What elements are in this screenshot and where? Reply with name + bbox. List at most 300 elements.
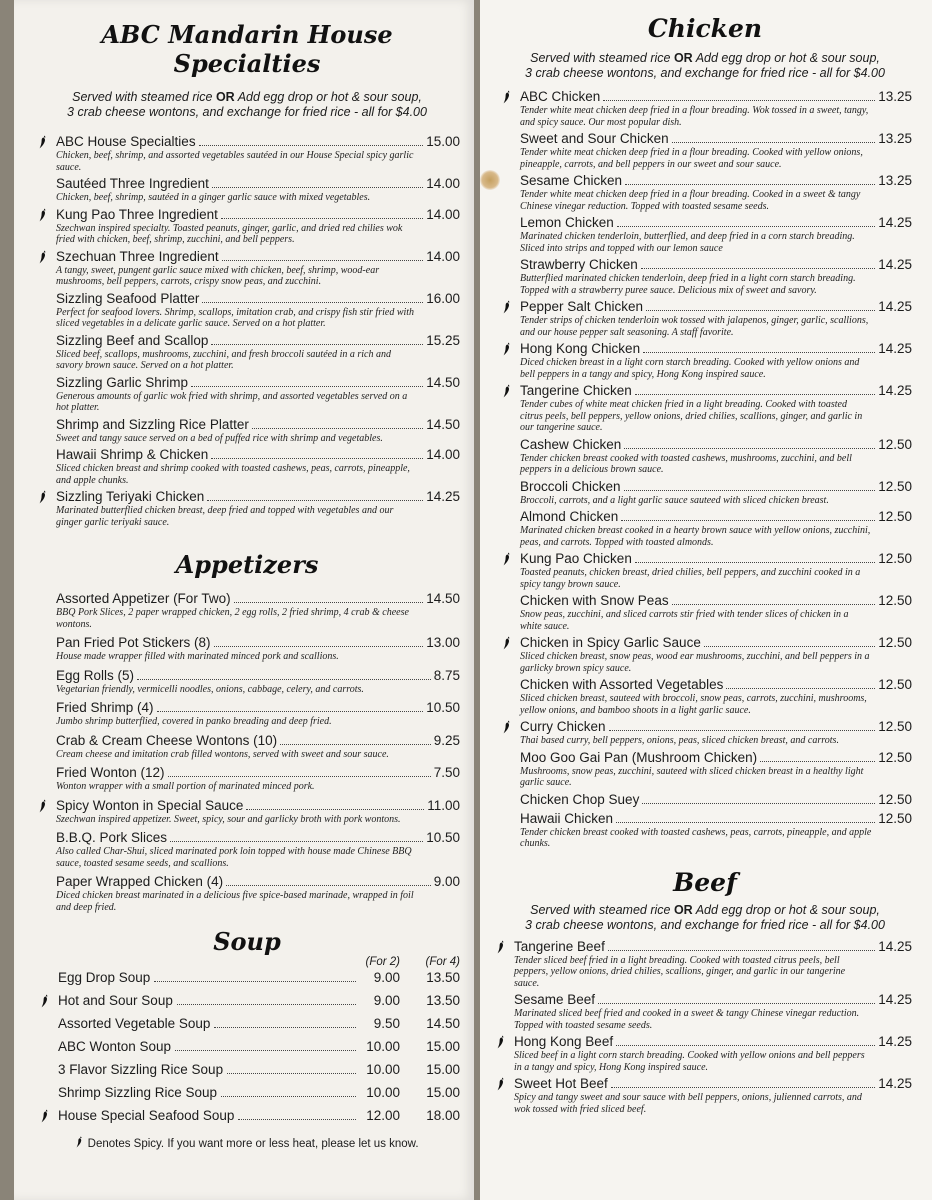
dot-leader	[211, 344, 423, 345]
menu-item	[520, 551, 912, 590]
dot-leader	[280, 744, 431, 745]
menu-item-price: 14.25	[878, 1034, 912, 1049]
menu-item-price: 8.75	[433, 667, 460, 683]
menu-item-name: Pepper Salt Chicken	[520, 299, 644, 314]
menu-item-price: 16.00	[426, 290, 460, 306]
chili-pepper-icon	[38, 135, 48, 149]
right-menu-page	[480, 0, 932, 1200]
menu-item-price: 9.25	[433, 732, 460, 748]
menu-item-name: Sizzling Teriyaki Chicken	[56, 489, 205, 504]
menu-item-description: Wonton wrapper with a small portion of marinated minced pork.	[56, 781, 315, 792]
soup-price-for-2: 10.00	[366, 1062, 400, 1077]
menu-item	[520, 437, 912, 476]
menu-item-name: ABC House Specialties	[56, 134, 196, 149]
menu-item-row	[520, 299, 912, 315]
specialties-title: ABC Mandarin House Specialties	[101, 20, 393, 78]
menu-item-description: Sliced chicken breast, snow peas, wood ear mushrooms, zucchini, and bell peppers in a garlicky brown spicy sauce.	[520, 651, 870, 674]
dot-leader	[221, 218, 423, 219]
chili-pepper-icon	[502, 552, 512, 566]
chicken-title: Chicken	[647, 14, 763, 43]
menu-item-row	[56, 830, 460, 846]
menu-item-name: Hong Kong Beef	[514, 1034, 614, 1049]
menu-item-price: 14.25	[878, 257, 912, 272]
dot-leader	[170, 841, 423, 842]
menu-item-name: Hawaii Shrimp & Chicken	[56, 447, 209, 462]
dot-leader	[617, 226, 875, 227]
menu-item-description: Marinated chicken tenderloin, butterflied, and deep fried in a corn starch breading. Sliced into strips and topped with our lemon sauce	[520, 231, 855, 254]
menu-item-price: 13.00	[426, 635, 460, 650]
menu-item-name: Sweet Hot Beef	[514, 1076, 608, 1091]
menu-item-row	[520, 131, 912, 147]
menu-item-name: B.B.Q. Pork Slices	[56, 830, 168, 845]
appetizers-list	[56, 591, 460, 913]
menu-item-row	[56, 874, 460, 890]
menu-item-row	[56, 249, 460, 265]
menu-item-name: Hong Kong Chicken	[520, 341, 641, 356]
menu-item-price: 12.50	[878, 509, 912, 524]
menu-item-description: Szechwan inspired appetizer. Sweet, spicy, sour and garlicky broth with pork wontons.	[56, 813, 401, 825]
specialties-subtitle: Served with steamed rice OR Add egg drop or hot & sour soup, 3 crab cheese wontons, and exchange for fried rice - all for $4.00	[67, 90, 427, 119]
soup-item	[58, 1062, 460, 1078]
soup-item-name: Assorted Vegetable Soup	[58, 1016, 211, 1031]
menu-item	[514, 939, 912, 990]
menu-item-price: 7.50	[433, 765, 460, 780]
soup-item-name: Shrimp Sizzling Rice Soup	[58, 1085, 218, 1100]
soup-price-for-4: 13.50	[426, 970, 460, 985]
menu-item	[56, 176, 460, 204]
chili-pepper-icon	[75, 1136, 84, 1148]
menu-item-row	[56, 635, 460, 651]
dot-leader	[635, 394, 875, 395]
menu-item	[56, 765, 460, 793]
chili-pepper-icon	[502, 90, 512, 104]
dot-leader	[672, 142, 876, 143]
menu-item-price: 10.50	[426, 700, 460, 715]
menu-item-description: BBQ Pork Slices, 2 paper wrapped chicken, 2 egg rolls, 2 fried shrimp, 4 crab & cheese wontons.	[56, 607, 409, 630]
menu-item-price: 14.25	[878, 992, 912, 1007]
menu-item-name: Sizzling Garlic Shrimp	[56, 374, 189, 390]
menu-item	[56, 375, 460, 414]
dot-leader	[625, 184, 875, 185]
menu-item-name: Paper Wrapped Chicken (4)	[56, 874, 224, 889]
menu-item	[56, 830, 460, 869]
menu-item	[520, 811, 912, 850]
dot-leader	[199, 145, 424, 146]
dot-leader	[611, 1087, 875, 1088]
menu-item-description: Sweet and tangy sauce served on a bed of puffed rice with shrimp and vegetables.	[56, 432, 383, 444]
dot-leader	[609, 730, 876, 731]
menu-item-row	[520, 257, 912, 273]
menu-item-name: Fried Shrimp (4)	[56, 700, 154, 715]
menu-item-name: Sesame Beef	[514, 992, 596, 1007]
menu-item-name: Sautéed Three Ingredient	[56, 176, 209, 191]
menu-item-name: Sizzling Seafood Platter	[56, 290, 200, 306]
soup-item-name: ABC Wonton Soup	[58, 1039, 172, 1054]
soup-price-for-2: 9.00	[373, 970, 400, 985]
menu-item-row	[56, 291, 460, 307]
chili-pepper-icon	[496, 1077, 506, 1091]
menu-item-row	[56, 489, 460, 505]
menu-item	[56, 249, 460, 288]
dot-leader	[598, 1003, 875, 1004]
soup-item	[58, 1016, 460, 1032]
dot-leader	[212, 187, 423, 188]
menu-item-name: Chicken in Spicy Garlic Sauce	[520, 635, 701, 650]
menu-item-price: 12.50	[878, 719, 912, 734]
dot-leader	[214, 1027, 356, 1028]
menu-item-description: Snow peas, zucchini, and sliced carrots stir fried with tender slices of chicken in a white sauce.	[520, 609, 849, 632]
menu-item-name: Szechuan Three Ingredient	[56, 248, 219, 264]
chili-pepper-icon	[38, 250, 48, 264]
menu-item-description: Tender chicken breast cooked with toasted cashews, peas, carrots, pineapple, and apple chunks.	[520, 826, 872, 849]
dot-leader	[202, 302, 423, 303]
menu-item-name: Pan Fried Pot Stickers (8)	[56, 635, 211, 650]
menu-item-name: Strawberry Chicken	[520, 257, 638, 272]
soup-price-for-4: 14.50	[426, 1016, 460, 1031]
menu-item-name: Moo Goo Gai Pan (Mushroom Chicken)	[520, 749, 758, 765]
soup-price-for-4: 15.00	[426, 1085, 460, 1100]
beef-list	[514, 939, 912, 1116]
menu-item	[520, 792, 912, 808]
dot-leader	[175, 1050, 356, 1051]
menu-item-description: A tangy, sweet, pungent garlic sauce mixed with chicken, beef, shrimp, wood-ear mushrooms, bell peppers, carrots, crispy snow peas, and zucchini.	[56, 264, 380, 287]
menu-item	[56, 207, 460, 246]
menu-item-price: 12.50	[878, 593, 912, 608]
menu-item-name: Chicken Chop Suey	[520, 791, 640, 807]
menu-item-description: Butterflied marinated chicken tenderloin, deep fried in a light corn starch breading. Topped with a strawberry puree sauce. Delicious mix of sweet and savory.	[520, 273, 856, 296]
menu-item-price: 14.25	[878, 215, 912, 230]
dot-leader	[137, 679, 431, 680]
dot-leader	[603, 100, 875, 101]
menu-item-row	[56, 765, 460, 781]
soup-price-for-2: 9.50	[373, 1016, 400, 1031]
menu-item-description: Cream cheese and imitation crab filled wontons, served with sweet and sour sauce.	[56, 748, 389, 760]
menu-item-price: 12.50	[878, 478, 912, 494]
menu-item-row	[520, 479, 912, 495]
menu-item-description: Tender white meat chicken deep fried in a flour breading. Cooked in a sweet & tangy Chinese vinegar reduction. Topped with toasted sesame seeds.	[520, 189, 861, 212]
menu-item-name: Almond Chicken	[520, 509, 619, 524]
spicy-footnote: Denotes Spicy. If you want more or less heat, please let us know.	[34, 1136, 460, 1150]
menu-item-name: Chicken with Assorted Vegetables	[520, 677, 724, 692]
dot-leader	[252, 428, 423, 429]
menu-item	[514, 1034, 912, 1073]
menu-item	[520, 131, 912, 170]
menu-item-price: 12.50	[878, 677, 912, 692]
menu-item-description: Marinated sliced beef fried and cooked in a sweet & tangy Chinese vinegar reduction. Topped with toasted sesame seeds.	[514, 1008, 860, 1031]
menu-item-price: 14.00	[426, 206, 460, 222]
dot-leader	[672, 604, 876, 605]
chili-pepper-icon	[38, 490, 48, 504]
menu-item-description: Chicken, beef, shrimp, and assorted vegetables sautéed in our House Special spicy garlic sauce.	[56, 150, 414, 173]
menu-item	[520, 677, 912, 716]
chicken-subtitle: Served with steamed rice OR Add egg drop or hot & sour soup, 3 crab cheese wontons, and exchange for fried rice - all for $4.00	[525, 51, 885, 80]
left-menu-page	[14, 0, 474, 1200]
menu-item-row	[56, 375, 460, 391]
menu-item-price: 14.50	[426, 374, 460, 390]
soup-item-name: Egg Drop Soup	[58, 970, 151, 985]
menu-item-row	[520, 173, 912, 189]
menu-item-description: Tender white meat chicken deep fried in a flour breading. Cooked with yellow onions, pineapple, carrots, and bell peppers in our sweet and sour sauce.	[520, 147, 863, 170]
dot-leader	[211, 458, 423, 459]
menu-item-price: 14.50	[426, 416, 460, 432]
soup-item	[58, 970, 460, 986]
specialties-list	[56, 134, 460, 528]
menu-item-description: Tender cubes of white meat chicken fried in a light breading. Cooked with toasted citrus peels, bell peppers, yellow onions, dried chilies, scallions, ginger, and garlic in our tangerine sauce.	[520, 399, 863, 433]
soup-item-name: House Special Seafood Soup	[58, 1108, 235, 1123]
beef-subtitle: Served with steamed rice OR Add egg drop or hot & sour soup, 3 crab cheese wontons, and exchange for fried rice - all for $4.00	[525, 902, 885, 932]
beef-title: Beef	[673, 867, 737, 897]
menu-item-name: Curry Chicken	[520, 719, 606, 734]
soup-col-for-2: (For 2)	[365, 956, 400, 968]
menu-item-row	[520, 341, 912, 357]
menu-item-description: Broccoli, carrots, and a light garlic sauce sauteed with sliced chicken breast.	[520, 494, 829, 506]
soup-col-for-4: (For 4)	[425, 956, 460, 968]
dot-leader	[642, 803, 875, 804]
menu-item-price: 10.50	[426, 830, 460, 845]
dot-leader	[624, 448, 875, 449]
chili-pepper-icon	[496, 1035, 506, 1049]
menu-item	[520, 89, 912, 128]
chili-pepper-icon	[502, 720, 512, 734]
menu-item-price: 14.00	[426, 248, 460, 264]
menu-item	[56, 733, 460, 761]
soup-column-headers	[58, 956, 460, 968]
menu-item-row	[514, 1034, 912, 1050]
menu-item-description: Tender strips of chicken tenderloin wok tossed with jalapenos, ginger, garlic, scallions, and our house pepper salt seasoning. A staff favorite.	[520, 315, 869, 338]
dot-leader	[227, 1073, 356, 1074]
menu-item-row	[514, 1076, 912, 1092]
dot-leader	[207, 500, 423, 501]
menu-item-row	[520, 635, 912, 651]
dot-leader	[643, 352, 875, 353]
menu-item-row	[520, 437, 912, 453]
soup-section	[58, 956, 460, 1124]
menu-item-description: Sliced chicken breast, sauteed with broccoli, snow peas, carrots, zucchini, mushrooms, yellow onions, and bamboo shoots in a light garlic sauce.	[520, 693, 867, 716]
menu-item-description: Sliced beef in a light corn starch breading. Cooked with yellow onions and bell peppers in a tangy and spicy, Hong Kong inspired sauce.	[514, 1050, 865, 1073]
dot-leader	[641, 268, 875, 269]
menu-item-row	[56, 134, 460, 150]
menu-item-price: 11.00	[427, 797, 460, 813]
menu-item-price: 12.50	[878, 635, 912, 650]
menu-item-row	[56, 417, 460, 433]
dot-leader	[624, 490, 876, 491]
menu-item-row	[520, 750, 912, 766]
soup-price-for-4: 13.50	[426, 993, 460, 1008]
menu-item-name: ABC Chicken	[520, 89, 601, 104]
menu-item-name: Chicken with Snow Peas	[520, 593, 669, 608]
menu-item-description: Generous amounts of garlic wok fried with shrimp, and assorted vegetables served on a hot platter.	[56, 390, 408, 413]
menu-item-row	[520, 509, 912, 525]
menu-item-price: 12.50	[878, 810, 912, 826]
menu-item	[56, 668, 460, 696]
chili-pepper-icon	[496, 940, 506, 954]
menu-item	[520, 173, 912, 212]
soup-price-for-2: 10.00	[366, 1085, 400, 1100]
menu-item-description: Jumbo shrimp butterflied, covered in panko breading and deep fried.	[56, 716, 332, 727]
menu-item-name: Sesame Chicken	[520, 173, 623, 188]
menu-item-description: Chicken, beef, shrimp, sautéed in a ginger garlic sauce with mixed vegetables.	[56, 192, 371, 203]
dot-leader	[646, 310, 875, 311]
menu-item-name: Sweet and Sour Chicken	[520, 131, 669, 146]
menu-item-row	[56, 668, 460, 684]
menu-item-name: Hawaii Chicken	[520, 810, 614, 826]
chili-pepper-icon	[502, 300, 512, 314]
menu-item-price: 14.25	[878, 383, 912, 398]
menu-item-name: Tangerine Beef	[514, 938, 605, 954]
menu-item-name: Cashew Chicken	[520, 436, 622, 452]
dot-leader	[616, 822, 875, 823]
menu-item-name: Lemon Chicken	[520, 215, 614, 230]
menu-item-row	[56, 447, 460, 463]
dot-leader	[177, 1004, 356, 1005]
menu-item-description: Tender chicken breast cooked with toasted cashews, mushrooms, zucchini, and bell peppers in a delicious brown sauce.	[520, 452, 852, 475]
menu-item-row	[520, 89, 912, 105]
menu-item-name: Kung Pao Three Ingredient	[56, 206, 218, 222]
menu-item-row	[56, 591, 460, 607]
menu-item-row	[56, 733, 460, 749]
menu-item	[520, 719, 912, 747]
soup-title: Soup	[213, 927, 281, 956]
menu-item-price: 13.25	[878, 173, 912, 188]
menu-item-row	[520, 215, 912, 231]
chili-pepper-icon	[502, 636, 512, 650]
menu-item-price: 13.25	[878, 89, 912, 104]
menu-item-row	[514, 992, 912, 1008]
dot-leader	[234, 602, 424, 603]
menu-item-description: Diced chicken breast marinated in a delicious five spice-based marinade, wrapped in foil and deep fried.	[56, 890, 414, 913]
chili-pepper-icon	[502, 384, 512, 398]
soup-price-for-2: 9.00	[373, 993, 400, 1008]
menu-item-description: Szechwan inspired specialty. Toasted peanuts, ginger, garlic, and dried red chilies wok fried with chicken, beef, shrimp, zucchini, and bell peppers.	[56, 222, 403, 245]
dot-leader	[214, 646, 424, 647]
menu-item-price: 14.25	[878, 299, 912, 314]
menu-item	[56, 798, 460, 826]
menu-item	[520, 479, 912, 507]
dot-leader	[616, 1045, 875, 1046]
dot-leader	[760, 761, 875, 762]
menu-item	[56, 635, 460, 663]
dot-leader	[168, 776, 431, 777]
menu-item-row	[520, 811, 912, 827]
dot-leader	[621, 520, 875, 521]
soup-price-for-2: 12.00	[366, 1108, 400, 1123]
soup-price-for-2: 10.00	[366, 1039, 400, 1054]
menu-item-price: 13.25	[878, 131, 912, 146]
soup-list	[58, 970, 460, 1124]
menu-item-name: Assorted Appetizer (For Two)	[56, 591, 231, 606]
menu-item	[56, 591, 460, 630]
dot-leader	[635, 562, 875, 563]
dot-leader	[726, 688, 875, 689]
menu-item-price: 14.50	[426, 591, 460, 606]
menu-item-name: Kung Pao Chicken	[520, 551, 632, 566]
soup-price-for-4: 15.00	[426, 1062, 460, 1077]
menu-item-description: Perfect for seafood lovers. Shrimp, scallops, imitation crab, and crispy fish stir fried with sliced vegetables in a delicate garlic sauce. Served on a hot platter.	[56, 306, 415, 329]
menu-item	[520, 215, 912, 254]
menu-item-row	[56, 798, 460, 814]
soup-item-name: Hot and Sour Soup	[58, 993, 173, 1008]
menu-item	[56, 700, 460, 728]
soup-price-for-4: 18.00	[426, 1108, 460, 1123]
chili-pepper-icon	[40, 994, 50, 1008]
menu-item-description: Toasted peanuts, chicken breast, dried chilies, bell peppers, and zucchini cooked in a spicy tangy brown sauce.	[520, 567, 861, 590]
menu-item-row	[520, 383, 912, 399]
menu-item-description: Spicy and tangy sweet and sour sauce with bell peppers, onions, julienned carrots, and wok tossed with fried sliced beef.	[514, 1092, 862, 1115]
menu-item-row	[56, 700, 460, 716]
menu-item-price: 15.00	[426, 134, 460, 149]
dot-leader	[191, 386, 423, 387]
menu-item-name: Egg Rolls (5)	[56, 667, 135, 683]
menu-item-name: Broccoli Chicken	[520, 478, 621, 494]
menu-item-row	[520, 792, 912, 808]
dot-leader	[226, 885, 431, 886]
menu-item-price: 15.25	[426, 332, 460, 348]
dot-leader	[608, 950, 875, 951]
menu-item	[520, 635, 912, 674]
soup-item	[58, 1108, 460, 1124]
menu-item	[520, 383, 912, 434]
menu-item	[56, 874, 460, 913]
chili-pepper-icon	[40, 1109, 50, 1123]
dot-leader	[157, 711, 424, 712]
menu-item-price: 12.50	[878, 551, 912, 566]
dot-leader	[222, 260, 424, 261]
menu-item-row	[514, 939, 912, 955]
menu-item	[56, 291, 460, 330]
menu-item	[56, 333, 460, 372]
menu-item-price: 14.25	[426, 489, 460, 504]
menu-item-description: Sliced beef, scallops, mushrooms, zucchini, and fresh broccoli sautéed in a rich and savory brown sauce. Served on a hot platter.	[56, 348, 391, 371]
menu-item-price: 12.50	[878, 791, 912, 807]
menu-item	[520, 299, 912, 338]
soup-item-name: 3 Flavor Sizzling Rice Soup	[58, 1062, 224, 1077]
menu-item-description: Marinated chicken breast cooked in a hearty brown sauce with yellow onions, zucchini, peas, and carrots. Topped with toasted almonds.	[520, 525, 871, 548]
menu-item	[56, 447, 460, 486]
menu-item	[514, 992, 912, 1031]
dot-leader	[246, 809, 424, 810]
menu-item-price: 14.25	[878, 341, 912, 356]
dot-leader	[704, 646, 875, 647]
food-stain	[480, 170, 500, 190]
menu-item-row	[520, 719, 912, 735]
soup-item	[58, 1085, 460, 1101]
menu-item-price: 12.50	[878, 749, 912, 765]
menu-item-row	[520, 677, 912, 693]
menu-item	[56, 489, 460, 528]
appetizers-title: Appetizers	[175, 550, 319, 579]
soup-price-for-4: 15.00	[426, 1039, 460, 1054]
menu-item-description: Vegetarian friendly, vermicelli noodles, onions, cabbage, celery, and carrots.	[56, 683, 364, 695]
menu-item-description: Thai based curry, bell peppers, onions, peas, sliced chicken breast, and carrots.	[520, 735, 839, 746]
menu-item-description: Tender white meat chicken deep fried in a flour breading. Wok tossed in a sweet, tangy, and spicy sauce. Our most popular dish.	[520, 105, 869, 128]
menu-item-price: 14.00	[426, 176, 460, 191]
dot-leader	[154, 981, 356, 982]
menu-item	[520, 341, 912, 380]
menu-item-row	[520, 551, 912, 567]
menu-item-name: Fried Wonton (12)	[56, 765, 165, 780]
menu-item	[520, 257, 912, 296]
menu-item	[56, 417, 460, 445]
menu-item-name: Sizzling Beef and Scallop	[56, 332, 209, 348]
menu-item-description: Sliced chicken breast and shrimp cooked with toasted cashews, peas, carrots, pineapple, and apple chunks.	[56, 463, 410, 486]
menu-item	[520, 750, 912, 789]
menu-item-row	[56, 207, 460, 223]
menu-item-row	[520, 593, 912, 609]
chili-pepper-icon	[502, 342, 512, 356]
menu-item	[514, 1076, 912, 1115]
soup-item	[58, 993, 460, 1009]
menu-item-description: Diced chicken breast in a light corn starch breading. Cooked with yellow onions and bell peppers in a tangy and spicy, Hong Kong inspired sauce.	[520, 357, 860, 380]
